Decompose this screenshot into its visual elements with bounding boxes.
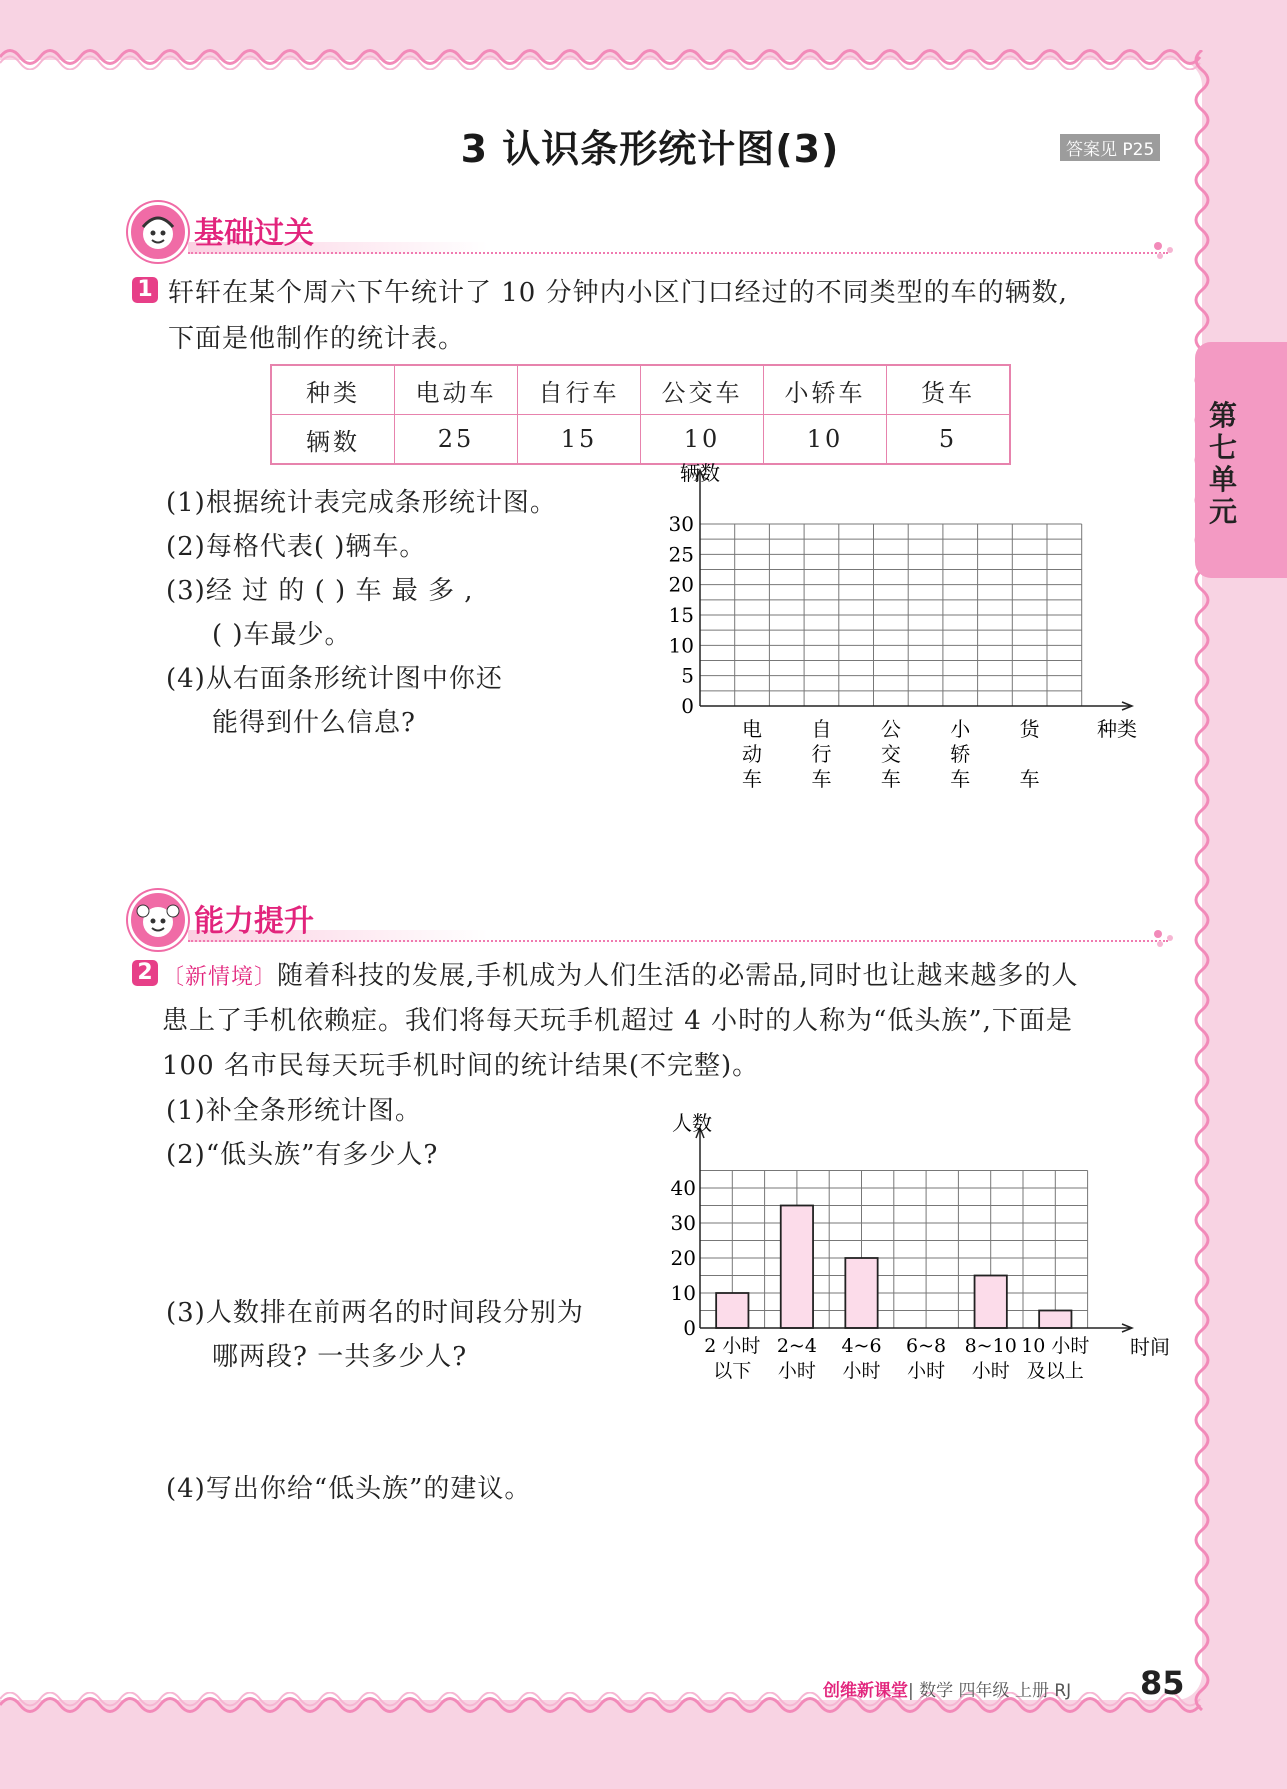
y-axis-label: 人数 [672, 1111, 712, 1135]
x-tick-label: 8~10 [964, 1335, 1017, 1357]
answer-reference-badge: 答案见 P25 [1060, 134, 1160, 161]
right-wave-border [1190, 50, 1214, 1720]
bar [1039, 1311, 1071, 1329]
q2-sub3a: (3)人数排在前两名的时间段分别为 [166, 1298, 584, 1328]
q2-sub3b: 哪两段? 一共多少人? [212, 1342, 468, 1372]
x-tick-label: 及以上 [1026, 1360, 1084, 1382]
phone-time-bar-chart [660, 1110, 1180, 1400]
footer-book-info [823, 1676, 1071, 1701]
q1-sub4b: 能得到什么信息? [212, 708, 416, 738]
x-tick-label: 自 [811, 717, 832, 741]
x-tick-label: 6~8 [906, 1335, 947, 1357]
x-tick-label: 以下 [713, 1360, 752, 1382]
y-tick-label: 0 [683, 1316, 696, 1340]
x-tick-label: 车 [811, 767, 832, 791]
table-cell: 25 [395, 415, 518, 465]
q1-sub1: (1)根据统计表完成条形统计图。 [166, 488, 557, 518]
table-cell: 10 [641, 415, 764, 465]
section-basic-header [128, 202, 1168, 258]
x-tick-label: 小时 [842, 1360, 881, 1382]
q2-text-line1 [162, 955, 1079, 992]
q2-sub2: (2)“低头族”有多少人? [166, 1140, 439, 1170]
x-tick-label: 动 [742, 742, 763, 766]
x-tick-label: 10 小时 [1021, 1335, 1090, 1357]
table-row [271, 415, 1010, 465]
q2-text-line2: 患上了手机依赖症。我们将每天玩手机超过 4 小时的人称为“低头族”,下面是 [162, 1006, 1073, 1036]
y-tick-label: 30 [668, 512, 694, 536]
x-tick-label: 车 [742, 767, 763, 791]
x-tick-label: 车 [950, 767, 971, 791]
page-title: 3 认识条形统计图(3) [460, 127, 840, 171]
x-tick-label: 小时 [777, 1360, 816, 1382]
y-tick-label: 25 [668, 542, 694, 567]
x-tick-label: 4~6 [841, 1335, 882, 1357]
dotted-divider [188, 940, 1168, 942]
table-header-row [271, 365, 1010, 415]
bar [975, 1276, 1007, 1329]
page-number: 85 [1140, 1664, 1185, 1702]
table-cell: 15 [518, 415, 641, 465]
q2-sub1: (1)补全条形统计图。 [166, 1096, 422, 1126]
top-wave-border [0, 44, 1287, 70]
section-title: 基础过关 [194, 216, 314, 251]
table-cell: 自行车 [518, 365, 641, 415]
vehicle-bar-chart [660, 460, 1170, 800]
table-cell: 货车 [887, 365, 1011, 415]
y-tick-label: 10 [668, 633, 694, 658]
bottom-wave-border [0, 1692, 1287, 1718]
mascot-icon [128, 890, 188, 950]
y-tick-label: 30 [670, 1211, 696, 1235]
y-tick-label: 15 [668, 603, 694, 627]
x-tick-label: 车 [880, 767, 901, 791]
table-cell: 10 [764, 415, 887, 465]
table-cell: 5 [887, 415, 1011, 465]
bar [845, 1258, 877, 1328]
bar [716, 1293, 748, 1328]
table-cell: 公交车 [641, 365, 764, 415]
q2-sub4: (4)写出你给“低头族”的建议。 [166, 1474, 532, 1504]
decorative-dots-icon [1152, 928, 1178, 948]
vehicle-count-table [270, 364, 1011, 465]
x-axis-label: 种类 [1097, 717, 1137, 741]
mascot-icon [128, 202, 188, 262]
x-tick-label: 交 [880, 742, 901, 766]
question-number-badge: 1 [132, 277, 158, 303]
x-tick-label: 小时 [971, 1360, 1010, 1382]
y-tick-label: 0 [681, 694, 694, 718]
dotted-divider [188, 252, 1168, 254]
question-number-badge: 2 [132, 960, 158, 986]
x-tick-label: 小时 [907, 1360, 946, 1382]
y-tick-label: 40 [670, 1176, 696, 1200]
table-cell: 辆数 [271, 415, 395, 465]
y-axis-label: 辆数 [680, 461, 720, 485]
y-tick-label: 20 [670, 1246, 696, 1270]
y-tick-label: 10 [670, 1281, 696, 1305]
q1-text-line2: 下面是他制作的统计表。 [168, 324, 466, 354]
unit-tab-label: 第七单元 [1208, 399, 1237, 528]
y-tick-label: 20 [668, 572, 694, 597]
x-axis-label: 时间 [1130, 1335, 1170, 1359]
q1-sub3b: ( )车最少。 [212, 620, 352, 650]
x-tick-label: 轿 [950, 742, 971, 766]
q1-sub2: (2)每格代表( )辆车。 [166, 532, 427, 562]
footer-info: | 数学 四年级 上册 RJ [908, 1681, 1072, 1701]
bar [781, 1206, 813, 1329]
x-tick-label: 电 [742, 717, 763, 741]
x-tick-label: 小 [950, 717, 971, 741]
q1-sub4a: (4)从右面条形统计图中你还 [166, 664, 503, 694]
table-cell: 小轿车 [764, 365, 887, 415]
decorative-dots-icon [1152, 240, 1178, 260]
q2-text-line1-body: 随着科技的发展,手机成为人们生活的必需品,同时也让越来越多的人 [277, 961, 1079, 991]
x-tick-label: 车 [1019, 767, 1040, 791]
x-tick-label: 货 [1019, 717, 1040, 741]
section-advanced-header [128, 890, 1168, 946]
y-tick-label: 5 [681, 663, 694, 688]
section-title: 能力提升 [194, 904, 314, 939]
q2-text-line3: 100 名市民每天玩手机时间的统计结果(不完整)。 [162, 1051, 760, 1081]
footer-brand: 创维新课堂 [823, 1681, 908, 1701]
x-tick-label: 公 [880, 717, 901, 741]
table-cell: 电动车 [395, 365, 518, 415]
x-tick-label: 行 [811, 742, 832, 766]
q1-sub3a: (3)经 过 的 ( ) 车 最 多 , [166, 576, 474, 606]
x-tick-label: 2 小时 [704, 1335, 761, 1357]
q1-text-line1: 轩轩在某个周六下午统计了 10 分钟内小区门口经过的不同类型的车的辆数, [168, 278, 1068, 308]
new-scenario-tag: 〔新情境〕 [162, 965, 278, 990]
x-tick-label: 2~4 [776, 1335, 817, 1357]
table-cell: 种类 [271, 365, 395, 415]
